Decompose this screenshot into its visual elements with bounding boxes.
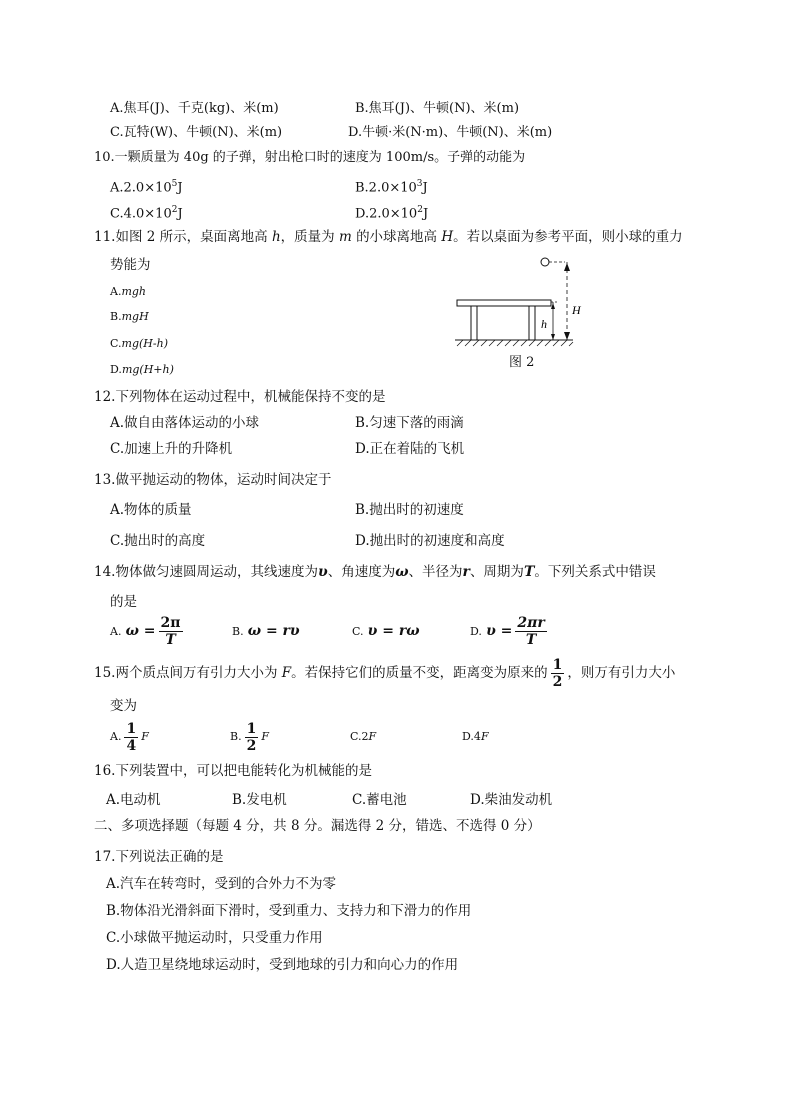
q15-stem-cont: 变为 xyxy=(110,698,137,714)
q16-option-d: D.柴油发动机 xyxy=(470,792,553,808)
q12-option-d: D.正在着陆的飞机 xyxy=(355,441,465,457)
q15-stem: 15.两个质点间万有引力大小为 F。若保持它们的质量不变，距离变为原来的 $\frac{1}{2}$ ，则万有引力大小 xyxy=(94,657,676,690)
q17-option-c: C.小球做平抛运动时，只受重力作用 xyxy=(106,930,323,946)
q15-option-d: D.4F xyxy=(462,730,489,743)
q10-option-d: $D.2.0\times 10^2J$ xyxy=(355,205,429,222)
q10-option-b: $B.2.0\times 10^3J$ xyxy=(355,179,428,196)
fig-label-H: H xyxy=(572,303,581,317)
q11-stem-cont: 势能为 xyxy=(110,257,151,273)
q11-option-d: D.mg(H+h) xyxy=(110,363,174,376)
figure-caption: 图 2 xyxy=(509,355,535,370)
q9-option-c: C.瓦特(W)、牛顿(N)、米(m) xyxy=(110,125,283,140)
q14-stem: 14.物体做匀速圆周运动，其线速度为υ、角速度为ω、半径为r、周期为T。下列关系式中错误 xyxy=(94,564,656,580)
q14-option-d: D. υ = $\frac{2\pi r}{T}$ xyxy=(470,615,545,648)
q17-option-a: A.汽车在转弯时，受到的合外力不为零 xyxy=(106,876,337,892)
q9-option-d: D.牛顿·米(N·m)、牛顿(N)、米(m) xyxy=(348,125,553,140)
q16-stem: 16.下列装置中，可以把电能转化为机械能的是 xyxy=(94,763,372,779)
q12-stem: 12.下列物体在运动过程中，机械能保持不变的是 xyxy=(94,389,386,405)
q14-option-a: A. ω = $\frac{2\pi}{T}$ xyxy=(110,615,181,648)
q12-option-c: C.加速上升的升降机 xyxy=(110,441,233,457)
q11-option-a: A.mgh xyxy=(110,285,147,298)
q13-option-d: D.抛出时的初速度和高度 xyxy=(355,533,505,549)
section-2-heading: 二、多项选择题（每题 4 分，共 8 分。漏选得 2 分，错选、不选得 0 分） xyxy=(94,818,541,834)
q10-option-c: $C.4.0\times 10^2J$ xyxy=(110,205,183,222)
q13-stem: 13.做平抛运动的物体，运动时间决定于 xyxy=(94,472,332,488)
q15-option-a: A. $\frac{1}{4}$ F xyxy=(110,720,149,754)
q9-option-a: A.焦耳(J)、千克(kg)、米(m) xyxy=(110,101,279,116)
q14-stem-cont: 的是 xyxy=(110,594,137,610)
q16-option-b: B.发电机 xyxy=(232,792,287,808)
q13-option-a: A.物体的质量 xyxy=(110,502,192,518)
q10-option-a: $A.2.0\times 10^5J$ xyxy=(110,179,183,196)
q10-stem: 10.一颗质量为 40g 的子弹，射出枪口时的速度为 100m/s。子弹的动能为 xyxy=(94,150,526,165)
q16-option-a: A.电动机 xyxy=(106,792,161,808)
q14-option-c: C. υ = rω xyxy=(352,623,420,639)
q16-option-c: C.蓄电池 xyxy=(352,792,407,808)
q13-option-b: B.抛出时的初速度 xyxy=(355,502,464,518)
q17-option-b: B.物体沿光滑斜面下滑时，受到重力、支持力和下滑力的作用 xyxy=(106,903,472,919)
fig-label-h: h xyxy=(541,317,547,331)
q15-option-c: C.2F xyxy=(350,730,377,743)
q9-option-b: B.焦耳(J)、牛顿(N)、米(m) xyxy=(355,101,520,116)
q17-stem: 17.下列说法正确的是 xyxy=(94,849,224,865)
q13-option-c: C.抛出时的高度 xyxy=(110,533,206,549)
q14-option-b: B. ω = rυ xyxy=(232,623,300,639)
q11-option-b: B.mgH xyxy=(110,310,149,323)
q17-option-d: D.人造卫星绕地球运动时，受到地球的引力和向心力的作用 xyxy=(106,957,459,973)
q11-option-c: C.mg(H-h) xyxy=(110,337,168,350)
q12-option-b: B.匀速下落的雨滴 xyxy=(355,415,464,431)
q12-option-a: A.做自由落体运动的小球 xyxy=(110,415,260,431)
q11-stem: 11.如图 2 所示，桌面离地高 h，质量为 m 的小球离地高 H。若以桌面为参考平面，则小球的重力 xyxy=(94,229,683,245)
q15-option-b: B. $\frac{1}{2}$ F xyxy=(230,720,269,754)
